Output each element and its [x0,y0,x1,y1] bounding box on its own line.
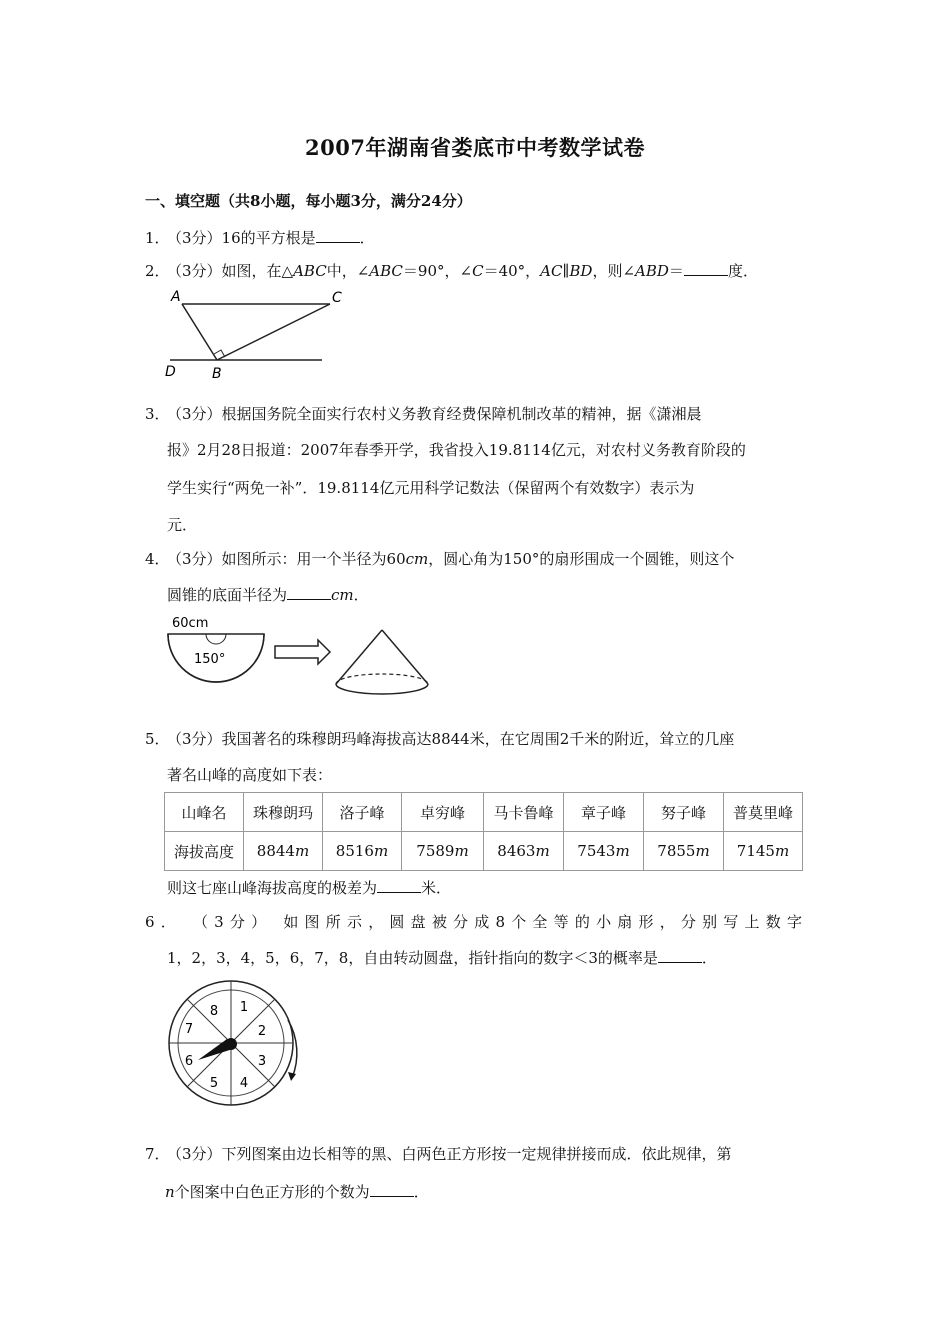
q2-text: ＝90°，∠ [402,262,473,280]
q6-end: ． [701,949,717,967]
angle-arc [206,634,226,644]
label-c: C [332,290,342,306]
table-cell: 努子峰 [644,793,724,832]
table-cell: 珠穆朗玛 [244,793,323,832]
q4-text: ，圆心角为150°的扇形围成一个圆锥，则这个 [428,550,735,568]
question-4 [145,548,734,569]
table-cell: 8463m [484,832,564,871]
pointer-hub [225,1038,237,1050]
q6-text: 1，2，3，4，5，6，7，8，自由转动圆盘，指针指向的数字＜3的概率是 [167,949,658,967]
q2-text: 如图，在△ [221,262,294,280]
table-cell: 卓穷峰 [402,793,484,832]
table-cell: 7543m [564,832,644,871]
table-cell: 山峰名 [165,793,244,832]
q7-line-2 [165,1181,429,1202]
right-angle-mark [214,350,225,357]
q7-text: 个图案中白色正方形的个数为 [174,1183,370,1201]
q4-text: 圆锥的底面半径为 [167,586,288,604]
q5-after [167,877,451,898]
q1-end: ． [359,229,375,247]
q2-text: 中，∠ [326,262,370,280]
q2-text: ＝ [668,262,684,280]
q4-sector-cone-figure [160,612,440,704]
q6-points: （3分） [192,913,273,931]
rotation-arrowhead-icon [288,1072,296,1081]
q4-end: ． [353,586,369,604]
sector-label: 5 [209,1076,219,1091]
sector-label: 4 [239,1076,249,1091]
q4-points: （3分） [167,550,222,568]
line-bc [217,304,330,360]
label-b: B [212,366,222,382]
question-3 [145,403,702,424]
q4-unit: cm [331,586,354,604]
sector-label: 6 [184,1054,194,1069]
label-a: A [171,289,181,305]
q2-text: ＝40°， [483,262,541,280]
question-5 [145,728,734,749]
arrow-icon [275,640,330,664]
table-cell: 普莫里峰 [724,793,803,832]
q2-number: 2． [145,262,170,280]
q2-end: 度． [727,262,758,280]
q1-text: 16的平方根是 [221,229,316,247]
q2-blank[interactable] [684,261,728,276]
q1-blank[interactable] [316,228,360,243]
q5-text: 则这七座山峰海拔高度的极差为 [167,879,378,897]
q5-blank[interactable] [377,878,421,893]
label-d: D [165,364,176,380]
q7-end: ． [413,1183,429,1201]
q5-end: 米． [421,879,452,897]
q4-line-2 [167,584,369,605]
q2-var: ABD [635,262,669,280]
table-cell: 章子峰 [564,793,644,832]
question-2 [145,260,758,281]
table-cell: 8516m [323,832,402,871]
q1-number: 1． [145,229,170,247]
question-6 [145,911,805,932]
q3-number: 3． [145,405,170,423]
cone-left-edge [336,630,382,684]
q7-number: 7． [145,1145,170,1163]
q3-line-4: 元． [167,516,198,534]
peaks-table [164,792,803,871]
q3-points: （3分） [167,405,222,423]
q2-var: ABC [369,262,403,280]
q5-number: 5． [145,730,170,748]
q2-var: AC∥BD [540,262,593,280]
q1-points: （3分） [167,229,222,247]
q3-line-2: 报》2月28日报道：2007年春季开学，我省投入19.8114亿元，对农村义务教育阶段的 [167,441,746,459]
q3-line-3: 学生实行“两免一补”．19.8114亿元用科学记数法（保留两个有效数字）表示为 [167,479,695,497]
table-cell: 洛子峰 [323,793,402,832]
sector-label: 3 [257,1054,267,1069]
table-cell: 7145m [724,832,803,871]
q7-line-1: 下列图案由边长相等的黑、白两色正方形按一定规律拼接而成．依此规律，第 [221,1145,732,1163]
table-cell: 7589m [402,832,484,871]
q2-triangle-figure [160,285,340,383]
q6-line-1: 如图所示，圆盘被分成8个全等的小扇形，分别写上数字 [283,913,805,931]
table-cell: 8844m [244,832,323,871]
table-cell: 马卡鲁峰 [484,793,564,832]
sector-label: 7 [184,1022,194,1037]
table-row [165,793,803,832]
q4-blank[interactable] [287,585,331,600]
table-cell: 海拔高度 [165,832,244,871]
section-heading: 一、填空题（共8小题，每小题3分，满分24分） [145,192,472,210]
sector-angle-label: 150° [194,652,226,667]
sector-label: 1 [239,1000,249,1015]
q2-var: C [472,262,484,280]
question-1 [145,227,375,248]
q6-spinner-figure [164,978,314,1108]
question-7 [145,1143,732,1164]
sector-label: 2 [257,1024,267,1039]
sector-label: 8 [209,1004,219,1019]
q7-blank[interactable] [370,1182,414,1197]
q4-unit: cm [405,550,429,568]
cone-base-back [336,674,428,684]
q2-points: （3分） [167,262,222,280]
page-title: 2007年湖南省娄底市中考数学试卷 [305,135,645,160]
q3-line-1: 根据国务院全面实行农村义务教育经费保障机制改革的精神，据《潇湘晨 [221,405,702,423]
table-row [165,832,803,871]
cone-base-front [336,684,428,694]
q7-points: （3分） [167,1145,222,1163]
q6-blank[interactable] [658,948,702,963]
q6-number: 6． [145,913,182,931]
q7-var: n [165,1183,175,1201]
q5-line-1: 我国著名的珠穆朗玛峰海拔高达8844米，在它周围2千米的附近，耸立的几座 [221,730,735,748]
line-ab [182,304,217,360]
table-cell: 7855m [644,832,724,871]
q5-line-2: 著名山峰的高度如下表： [167,766,333,784]
sector-radius-label: 60cm [172,616,209,631]
q2-text: ，则∠ [592,262,636,280]
q6-line-2 [167,947,717,968]
q5-points: （3分） [167,730,222,748]
q2-var: ABC [293,262,327,280]
q4-number: 4． [145,550,170,568]
q4-text: 如图所示：用一个半径为60 [221,550,406,568]
